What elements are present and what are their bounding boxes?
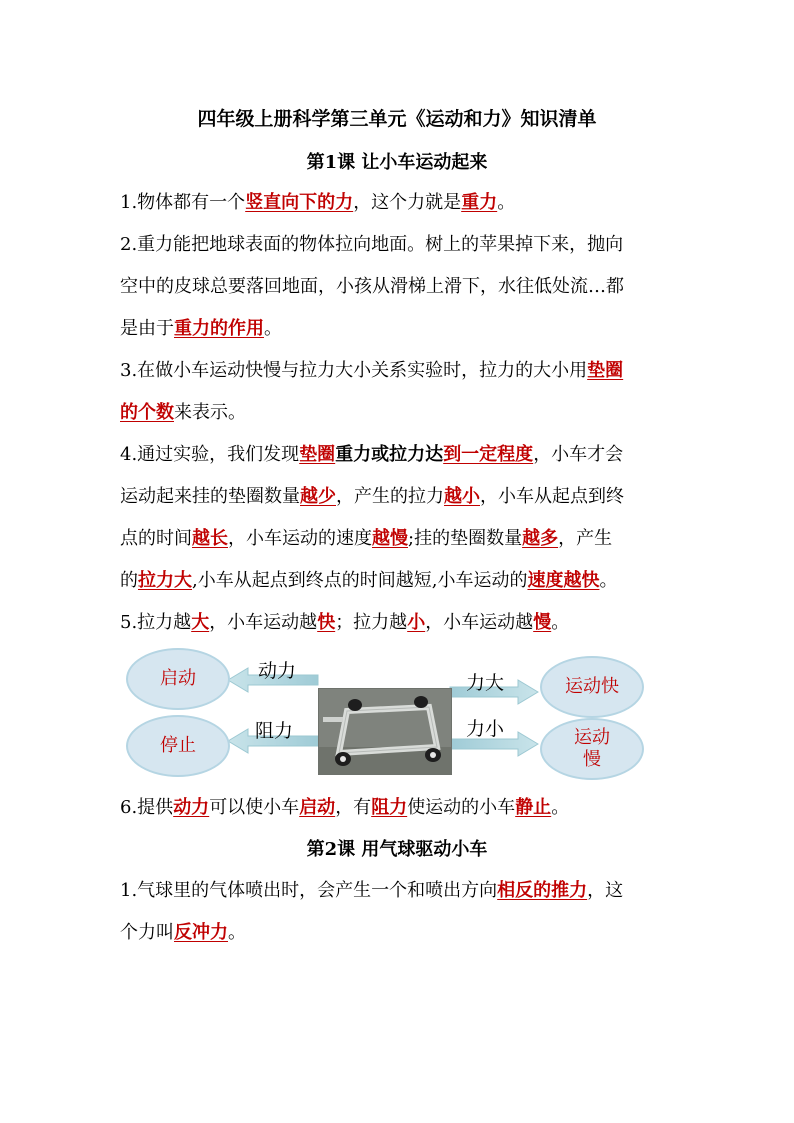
lesson1-item-3-line1: 3.在做小车运动快慢与拉力大小关系实验时，拉力的大小用垫圈 <box>120 360 624 381</box>
lesson1-item-3-line2: 的个数来表示。 <box>120 402 246 423</box>
lesson1-item-2-line1: 2.重力能把地球表面的物体拉向地面。树上的苹果掉下来，抛向 <box>120 234 624 255</box>
lesson2-item-1-line1: 1.气球里的气体喷出时，会产生一个和喷出方向相反的推力，这 <box>120 880 624 901</box>
label-resistance: 阻力 <box>255 720 294 742</box>
label-small-force: 力小 <box>466 718 505 740</box>
oval-stop: 停止 <box>126 715 230 777</box>
lesson2-heading: 第2课 用气球驱动小车 <box>306 839 488 860</box>
oval-start: 启动 <box>126 648 230 710</box>
lesson1-item-4-line1: 4.通过实验，我们发现垫圈重力或拉力达到一定程度，小车才会 <box>120 444 624 465</box>
lesson1-item-2-line2: 空中的皮球总要落回地面，小孩从滑梯上滑下，水往低处流…都 <box>120 276 624 297</box>
lesson1-item-4-line2: 运动起来挂的垫圈数量越少，产生的拉力越小，小车从起点到终 <box>120 486 624 507</box>
toy-car-photo <box>318 688 452 775</box>
oval-move-slow: 运动 慢 <box>540 718 644 780</box>
lesson1-item-2-line3: 是由于重力的作用。 <box>120 318 282 339</box>
oval-move-fast: 运动快 <box>540 656 644 718</box>
lesson1-heading: 第1课 让小车运动起来 <box>306 152 488 173</box>
label-power: 动力 <box>258 660 297 682</box>
document-title: 四年级上册科学第三单元《运动和力》知识清单 <box>197 108 597 130</box>
lesson1-item-4-line3: 点的时间越长，小车运动的速度越慢;挂的垫圈数量越多，产生 <box>120 528 613 549</box>
lesson1-item-1: 1.物体都有一个竖直向下的力，这个力就是重力。 <box>120 192 516 213</box>
lesson1-item-6: 6.提供动力可以使小车启动，有阻力使运动的小车静止。 <box>120 797 570 818</box>
force-diagram <box>120 640 680 785</box>
lesson1-item-4-line4: 的拉力大,小车从起点到终点的时间越短,小车运动的速度越快。 <box>120 570 618 591</box>
lesson2-item-1-line2: 个力叫反冲力。 <box>120 922 246 943</box>
label-big-force: 力大 <box>466 672 505 694</box>
toy-car-illustration <box>319 689 451 774</box>
lesson1-item-5: 5.拉力越大，小车运动越快；拉力越小，小车运动越慢。 <box>120 612 570 633</box>
